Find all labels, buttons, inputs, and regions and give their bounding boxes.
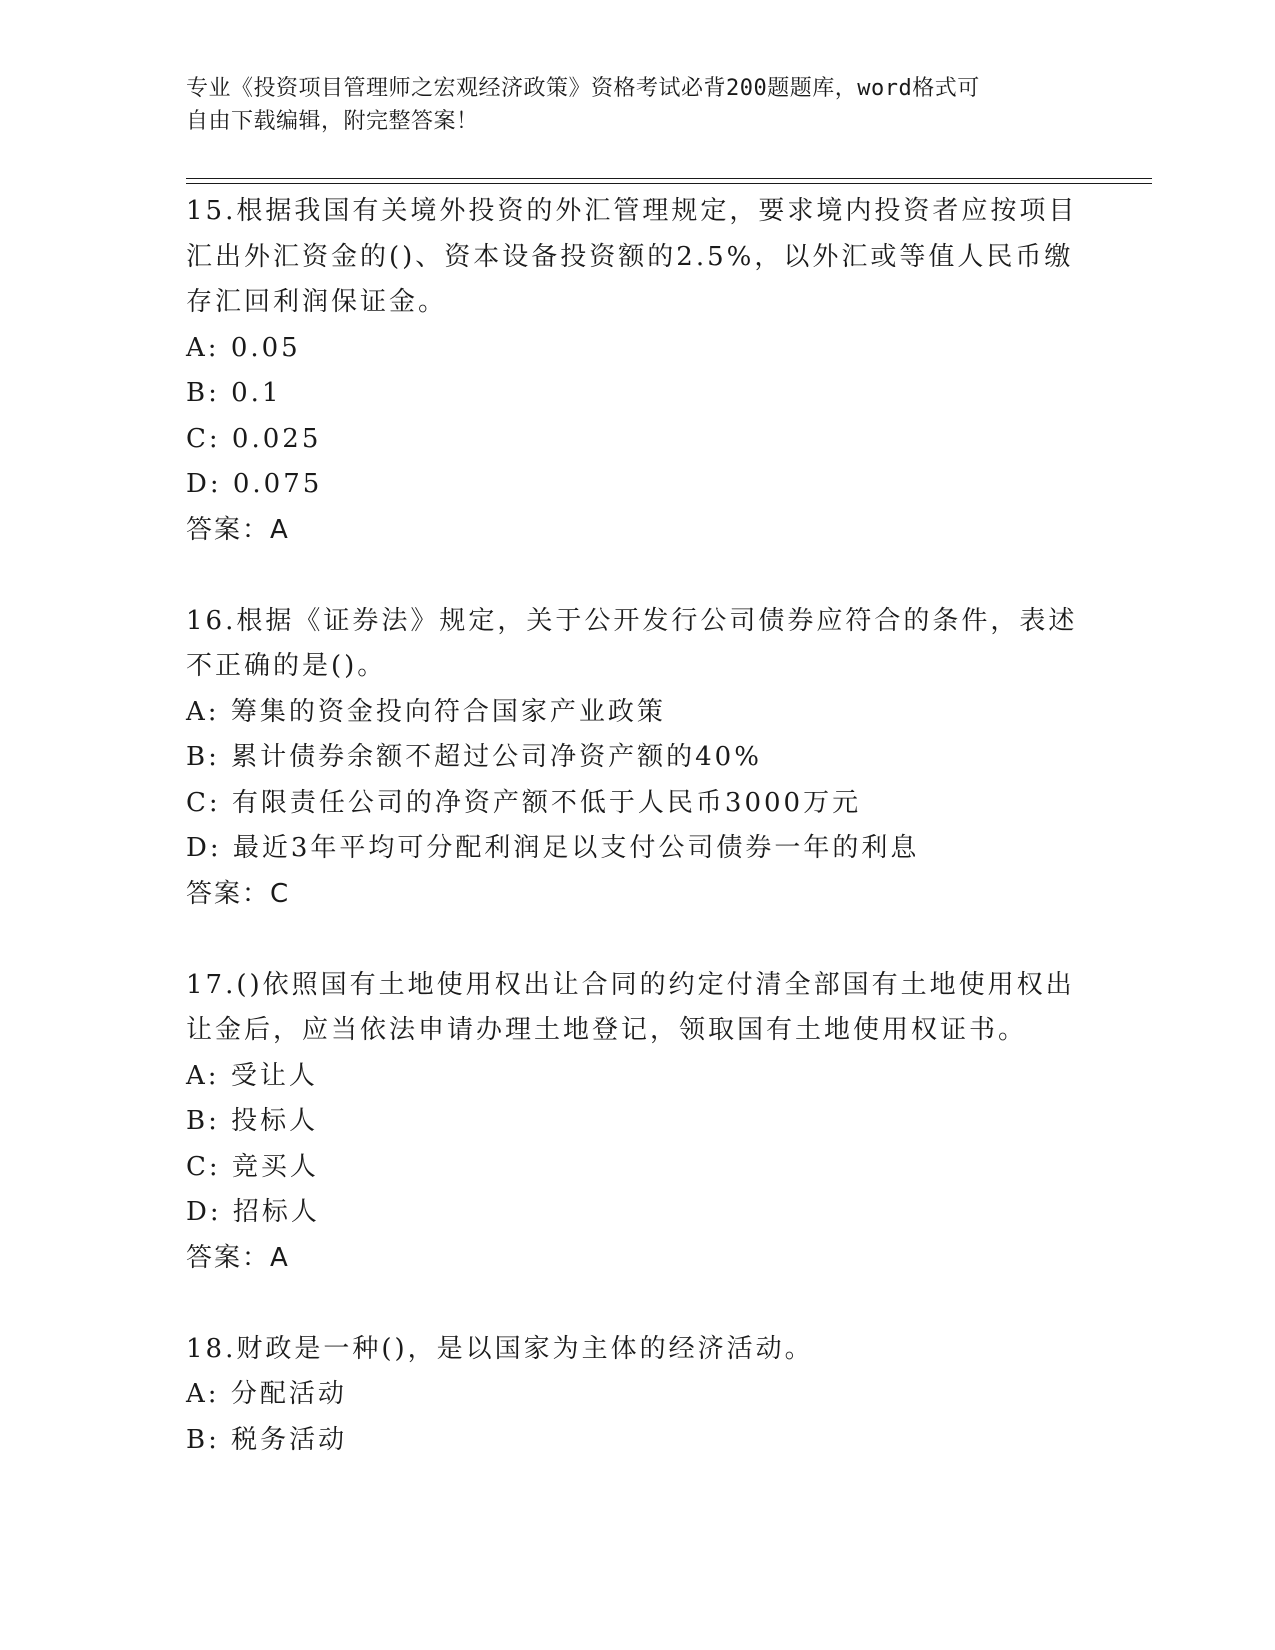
option-text: 0.075 (232, 469, 323, 499)
option-label: C: (186, 1151, 221, 1182)
header-divider-top (186, 178, 1152, 179)
answer: 答案：A (186, 514, 290, 545)
option-b (186, 371, 1086, 417)
question-stem: 18.财政是一种()，是以国家为主体的经济活动。 (186, 1333, 814, 1364)
question-16 (186, 599, 1086, 918)
option-label: D: (186, 833, 222, 863)
option-text: 0.1 (231, 378, 282, 408)
question-15 (186, 189, 1086, 553)
option-label: B: (186, 1106, 220, 1136)
spacer (186, 1281, 1086, 1327)
option-text: 有限责任公司的净资产额不低于人民币3000万元 (231, 787, 862, 818)
header-line-2: 自由下载编辑，附完整答案！ (186, 109, 479, 134)
option-text: 最近3年平均可分配利润足以支付公司债券一年的利息 (232, 833, 920, 863)
option-text: 筹集的资金投向符合国家产业政策 (230, 696, 666, 727)
option-label: D: (186, 469, 222, 499)
option-label: B: (186, 742, 220, 772)
option-label: B: (186, 1424, 220, 1455)
question-17 (186, 963, 1086, 1282)
option-d (186, 826, 1086, 872)
option-text: 0.05 (230, 332, 301, 363)
option-label: B: (186, 378, 220, 408)
option-label: C: (186, 423, 221, 454)
option-d (186, 1190, 1086, 1236)
question-stem: 16.根据《证券法》规定，关于公开发行公司债券应符合的条件，表述不正确的是()。 (186, 605, 1078, 681)
option-c (186, 781, 1086, 827)
option-b (186, 1099, 1086, 1145)
question-stem: 17.()依照国有土地使用权出让合同的约定付清全部国有土地使用权出让金后，应当依法申请办理土地登记，领取国有土地使用权证书。 (186, 969, 1075, 1045)
option-text: 受让人 (230, 1060, 318, 1091)
option-text: 招标人 (232, 1197, 320, 1227)
option-c (186, 417, 1086, 463)
option-label: A: (186, 1060, 220, 1091)
answer: 答案：A (186, 1242, 290, 1273)
option-a (186, 1054, 1086, 1100)
option-label: D: (186, 1197, 222, 1227)
answer: 答案：C (186, 878, 291, 909)
document-header (186, 72, 1066, 138)
option-text: 分配活动 (230, 1379, 347, 1409)
option-text: 投标人 (231, 1106, 319, 1136)
option-label: A: (186, 332, 220, 363)
option-label: A: (186, 696, 220, 727)
option-label: C: (186, 787, 221, 818)
option-b (186, 1418, 1086, 1464)
option-b (186, 735, 1086, 781)
header-line-1: 专业《投资项目管理师之宏观经济政策》资格考试必背200题题库，word格式可 (186, 76, 980, 101)
question-18 (186, 1327, 1086, 1464)
option-text: 竞买人 (231, 1151, 319, 1182)
option-text: 0.025 (231, 423, 322, 454)
option-text: 累计债券余额不超过公司净资产额的40% (231, 742, 762, 772)
option-a (186, 326, 1086, 372)
spacer (186, 553, 1086, 599)
option-a (186, 690, 1086, 736)
option-label: A: (186, 1379, 220, 1409)
question-list (186, 189, 1086, 1463)
option-d (186, 462, 1086, 508)
option-c (186, 1145, 1086, 1191)
option-a (186, 1372, 1086, 1418)
option-text: 税务活动 (231, 1424, 348, 1455)
question-stem: 15.根据我国有关境外投资的外汇管理规定，要求境内投资者应按项目汇出外汇资金的()、资本设备投资额的2.5%，以外汇或等值人民币缴存汇回利润保证金。 (186, 196, 1078, 317)
spacer (186, 917, 1086, 963)
header-divider-bottom (186, 183, 1152, 184)
